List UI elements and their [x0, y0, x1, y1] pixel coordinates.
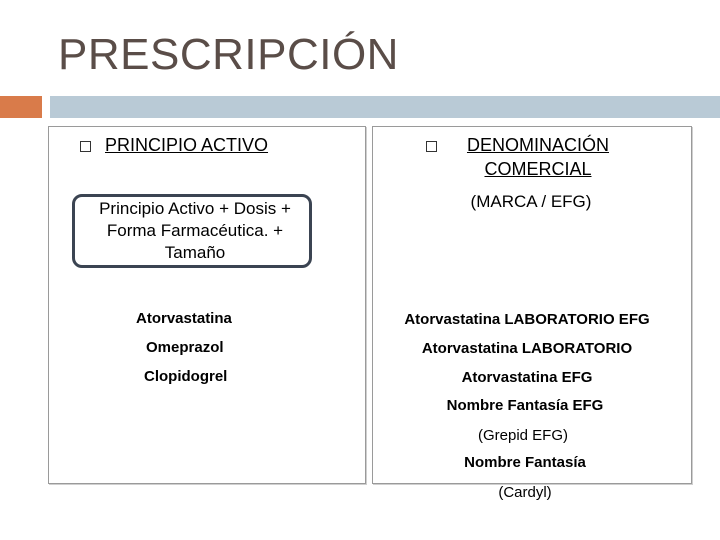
bullet-square-icon — [426, 141, 437, 152]
example-3: Atorvastatina EFG — [461, 369, 593, 386]
left-panel — [48, 126, 366, 484]
slide-title: PRESCRIPCIÓN — [58, 30, 399, 79]
example-1: Atorvastatina LABORATORIO EFG — [404, 311, 650, 328]
accent-bar — [50, 96, 720, 118]
example-4: Nombre Fantasía EFG — [446, 397, 604, 414]
bullet-square-icon — [80, 141, 91, 152]
drug-omeprazol: Omeprazol — [146, 339, 224, 356]
heading-principio-activo: PRINCIPIO ACTIVO — [105, 135, 269, 155]
formula-line-2: Forma Farmacéutica. + — [106, 221, 284, 240]
heading-line-1: DENOMINACIÓN — [466, 135, 609, 155]
drug-clopidogrel: Clopidogrel — [144, 368, 228, 385]
example-7: (Cardyl) — [498, 484, 552, 501]
heading-denominacion-comercial — [444, 133, 632, 181]
accent-square — [0, 96, 42, 118]
drug-atorvastatina: Atorvastatina — [136, 310, 232, 327]
formula-line-3: Tamaño — [164, 243, 226, 262]
formula-line-1: Principio Activo + Dosis + — [99, 199, 291, 218]
heading-line-2: COMERCIAL — [484, 159, 592, 179]
example-6: Nombre Fantasía — [464, 454, 586, 471]
subtitle-marca-efg: (MARCA / EFG) — [470, 192, 592, 211]
formula-text — [66, 198, 324, 264]
example-5: (Grepid EFG) — [477, 427, 568, 444]
example-2: Atorvastatina LABORATORIO — [421, 340, 633, 357]
